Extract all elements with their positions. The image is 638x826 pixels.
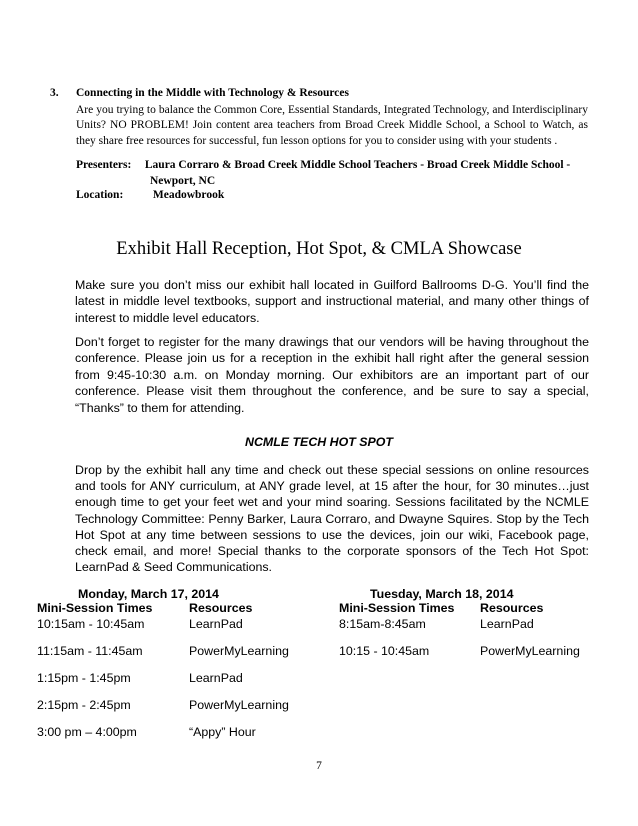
tech-hot-spot-heading: NCMLE TECH HOT SPOT xyxy=(245,435,393,449)
presenters-label: Presenters: xyxy=(76,159,132,171)
monday-resource-3: LearnPad xyxy=(189,671,243,685)
tuesday-times-header: Mini-Session Times xyxy=(339,601,455,615)
page-number: 7 xyxy=(316,760,322,772)
monday-time-4: 2:15pm - 2:45pm xyxy=(37,698,131,712)
exhibit-paragraph-2: Don’t forget to register for the many drawings that our vendors will be having throughout the conference. Please join us for a reception in the exhibit hall right after the general session from 9:45-10:30 a.m. on Monday morning. Our exhibitors are an important part of our conference. Please visit them throughout the conference, and be sure to say a special, “Thanks” to them for attending. xyxy=(75,335,589,415)
exhibit-heading: Exhibit Hall Reception, Hot Spot, & CMLA Showcase xyxy=(116,239,522,259)
presenters-line-1 xyxy=(76,158,596,174)
tuesday-resource-2: PowerMyLearning xyxy=(480,644,580,658)
monday-resource-4: PowerMyLearning xyxy=(189,698,289,712)
monday-day-heading: Monday, March 17, 2014 xyxy=(78,587,219,601)
session-location xyxy=(76,189,224,201)
tuesday-day-heading: Tuesday, March 18, 2014 xyxy=(370,587,514,601)
presenters-line-2: Newport, NC xyxy=(150,174,216,187)
exhibit-paragraph-1: Make sure you don’t miss our exhibit hall located in Guilford Ballrooms D-G. You’ll find the latest in middle level textbooks, support and instructional material, and many other things of interest to middle level educators. xyxy=(75,278,589,325)
monday-resource-2: PowerMyLearning xyxy=(189,644,289,658)
monday-resources-header: Resources xyxy=(189,601,253,615)
session-presenters xyxy=(76,158,596,189)
monday-time-5: 3:00 pm – 4:00pm xyxy=(37,725,137,739)
monday-resource-1: LearnPad xyxy=(189,617,243,631)
location-label: Location: xyxy=(76,189,124,201)
location-value: Meadowbrook xyxy=(152,189,225,201)
monday-resource-5: “Appy” Hour xyxy=(189,725,256,739)
tech-hot-spot-paragraph: Drop by the exhibit hall any time and check out these special sessions on online resources and tools for ANY curriculum, at ANY grade level, at 15 after the hour, for 30 minutes…just enough time to get your feet wet and your mind soaring. Sessions facilitated by the NCMLE Technology Committee: Penny Barker, Laura Corraro, and Dwayne Squires. Stop by the Tech Hot Spot at any time between sessions to use the devices, join our wiki, Facebook page, check email, and more! Special thanks to the corporate sponsors of the Tech Hot Spot: LearnPad & Seed Communications. xyxy=(75,463,589,575)
monday-time-2: 11:15am - 11:45am xyxy=(37,644,143,658)
session-title: Connecting in the Middle with Technology & Resources xyxy=(76,87,349,99)
tuesday-resource-1: LearnPad xyxy=(480,617,534,631)
tuesday-time-2: 10:15 - 10:45am xyxy=(339,644,430,658)
tuesday-time-1: 8:15am-8:45am xyxy=(339,617,426,631)
section-number: 3. xyxy=(50,87,59,99)
session-description: Are you trying to balance the Common Core, Essential Standards, Integrated Technology, and Interdisciplinary Units? NO PROBLEM! Join content area teachers from Broad Creek Middle School, a School to Watch, as they share free resources for successful, fun lesson options for you to consider using with your students . xyxy=(76,104,588,147)
tuesday-resources-header: Resources xyxy=(480,601,544,615)
monday-time-3: 1:15pm - 1:45pm xyxy=(37,671,131,685)
monday-times-header: Mini-Session Times xyxy=(37,601,153,615)
presenters-value: Laura Corraro & Broad Creek Middle School Teachers - Broad Creek Middle School - xyxy=(144,159,571,171)
monday-time-1: 10:15am - 10:45am xyxy=(37,617,145,631)
